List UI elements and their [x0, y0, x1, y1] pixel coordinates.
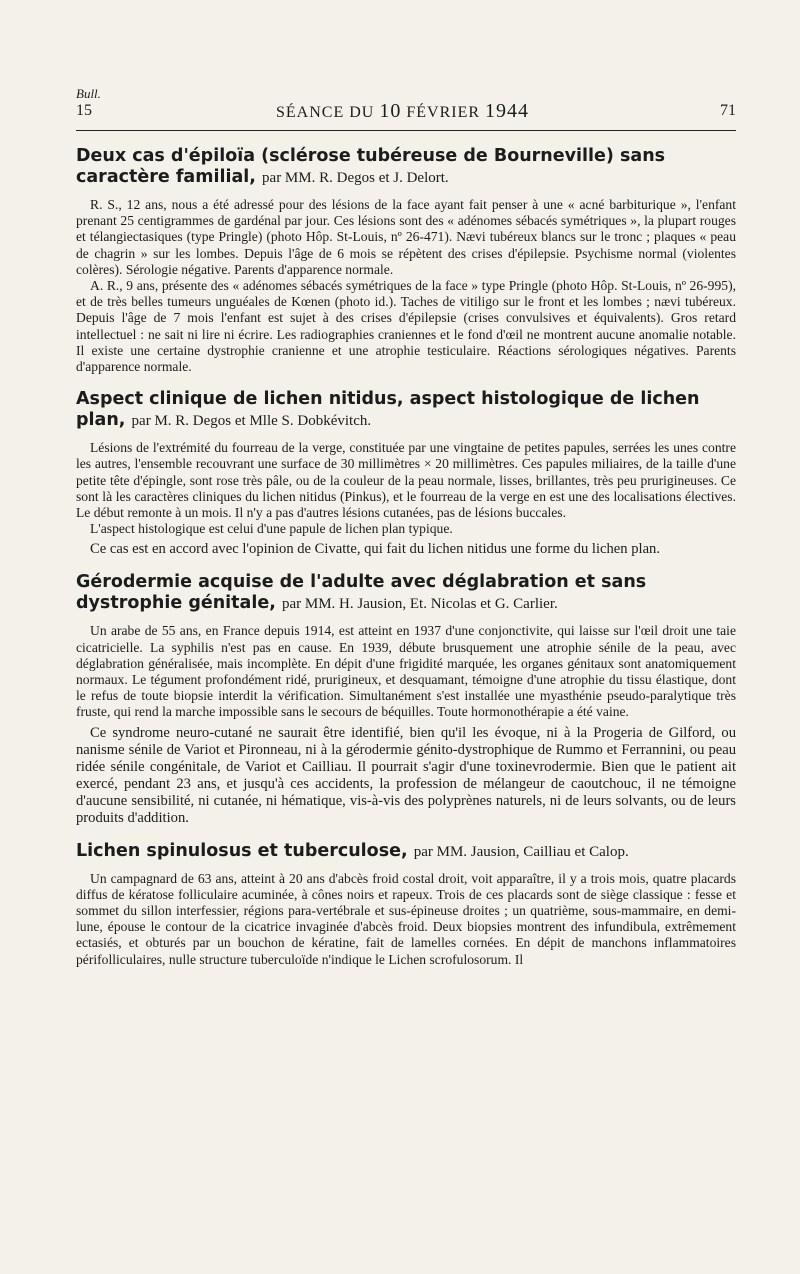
article-paragraph: A. R., 9 ans, présente des « adénomes sébacés symétriques de la face » type Pringle (photo Hôp. St-Louis, nº 26-995), et de très belles tumeurs unguéales de Kœnen (photo id.). Taches de vitiligo sur le front et les lombes ; nævi tubéreux. Depuis l'âge de 7 mois l'enfant est sujet à des crises d'épilepsie (crises convulsives et équivalents). Gros retard intellectuel : ne sait ni lire ni écrire. Les radiographies craniennes et le fond d'œil ne montrent aucune anomalie notable. Il existe une certaine dystrophie cranienne et une atrophie testiculaire. Réactions sérologiques négatives. Parents d'apparence normale. [76, 278, 736, 375]
article-title [76, 146, 736, 189]
title-year: 1944 [485, 100, 530, 122]
article-title-text: Deux cas d'épiloïa (sclérose tubéreuse de Bourneville) sans caractère familial, [76, 146, 666, 187]
article-paragraph: Lésions de l'extrémité du fourreau de la verge, constituée par une vingtaine de petites papules, serrées les unes contre les autres, l'ensemble recouvrant une surface de 30 millimètres × 20 millimètres. Ces papules miliaires, de la taille d'une petite tête d'épingle, sont rose très pâle, ou de la couleur de la peau normale, lisses, brillantes, très peu prurigineuses. Ce sont là les caractères cliniques du lichen nitidus (Pinkus), et le fourreau de la verge en est une des localisations électives. Le début remonte à un mois. Il n'y a pas d'autres lésions cutanées, pas de lésions buccales. [76, 440, 736, 521]
article-paragraph: Un arabe de 55 ans, en France depuis 1914, est atteint en 1937 d'une conjonctivite, qui laisse sur l'œil droit une taie cicatricielle. La syphilis n'est pas en cause. En 1939, débute brusquement une atrophie sénile de la peau, avec déglabration généralisée, mais incomplète. En dépit d'une frigidité marquée, les organes génitaux sont anatomiquement normaux. Le tégument profondément ridé, prurigineux, et desquamant, témoigne d'une atrophie du tissu élastique, dont le refus de toute biopsie interdit la vérification. Simultanément s'est installée une myasthénie pseudo-paralytique très fruste, qui rend la marche impossible sans le secours de béquilles. Toute hormonothérapie a été vaine. [76, 623, 736, 720]
journal-abbrev: Bull. [76, 86, 101, 101]
article-lichen-nitidus [76, 389, 736, 558]
article-paragraph: Ce cas est en accord avec l'opinion de Civatte, qui fait du lichen nitidus une forme du lichen plan. [90, 541, 660, 558]
header-rule [76, 130, 736, 131]
article-paragraph: Un campagnard de 63 ans, atteint à 20 ans d'abcès froid costal droit, voit apparaître, il y a trois mois, quatre placards diffus de kératose folliculaire acuminée, à cônes noirs et rapeux. Trois de ces placards sont de siège classique : fesse et sommet du sillon interfessier, régions para-vertébrale et sus-épineuse droites ; un quatrième, sous-mammaire, en demi-lune, épouse le contour de la cicatrice invaginée d'abcès froid. Deux biopsies montrent des infundibula, extrêmement ectasiés, et obturés par un bouchon de kératine, fait de lamelles cornées. En dépit de manchons inflammatoires périfolliculaires, nulle structure tuberculoïde n'indique le Lichen scrofulosorum. Il [76, 870, 736, 967]
page-content [76, 146, 736, 968]
article-paragraph: R. S., 12 ans, nous a été adressé pour des lésions de la face ayant fait penser à une « acné barbiturique », l'enfant prenant 25 centigrammes de gardénal par jour. Ces lésions sont des « adénomes sébacés symétriques », la plupart rouges et télangiectasiques (type Pringle) (photo Hôp. St-Louis, nº 26-471). Nævi tubéreux blancs sur le tronc ; plaques « peau de chagrin » sur les lombes. Depuis l'âge de 6 mois se répètent des crises d'épilepsie. Psychisme normal (violentes colères). Sérologie négative. Parents d'apparence normale. [76, 197, 736, 277]
article-lichen-spinulosus [76, 841, 736, 968]
title-month: FÉVRIER [406, 104, 481, 121]
article-authors: par MM. R. Degos et J. Delort. [262, 170, 449, 186]
article-title-text: Aspect clinique de lichen nitidus, aspect histologique de lichen plan, [76, 389, 700, 431]
article-epiloia [76, 146, 736, 375]
title-day: 10 [379, 100, 402, 122]
article-paragraph: Ce syndrome neuro-cutané ne saurait être identifié, bien qu'il les évoque, ni à la Progeria de Gilford, ou nanisme sénile de Variot et Pironneau, ni à la gérodermie génito-dystrophique de Rummo et Ferrannini, ou peau ridée sénile congénitale, de Variot et Cailliau. Il pourrait s'agir d'une toxinevrodermie. Bien que le patient ait exercé, pendant 23 ans, et jusqu'à ces accidents, la profession de mélangeur de caoutchouc, il ne témoigne d'aucune sensibilité, ni cutanée, ni hématique, vis-à-vis des polyprènes naturels, ni de leurs solvants, ou de leurs produits d'addition. [76, 724, 736, 826]
issue-number: 15 [76, 102, 92, 119]
article-authors: par MM. Jausion, Cailliau et Calop. [413, 843, 629, 860]
article-authors: par M. R. Degos et Mlle S. Dobkévitch. [131, 413, 372, 430]
running-title [276, 100, 529, 123]
running-header [76, 100, 736, 124]
article-gerodermie [76, 572, 736, 826]
article-paragraph: L'aspect histologique est celui d'une papule de lichen plan typique. [90, 521, 453, 537]
article-title-text: Gérodermie acquise de l'adulte avec déglabration et sans dystrophie génitale, [76, 572, 647, 614]
article-title [76, 572, 736, 615]
title-prefix: SÉANCE DU [276, 104, 375, 121]
page-number: 71 [720, 102, 736, 119]
article-title [76, 841, 736, 863]
article-title [76, 389, 736, 432]
article-title-text: Lichen spinulosus et tuberculose, [76, 840, 408, 861]
article-authors: par MM. H. Jausion, Et. Nicolas et G. Carlier. [281, 596, 558, 613]
